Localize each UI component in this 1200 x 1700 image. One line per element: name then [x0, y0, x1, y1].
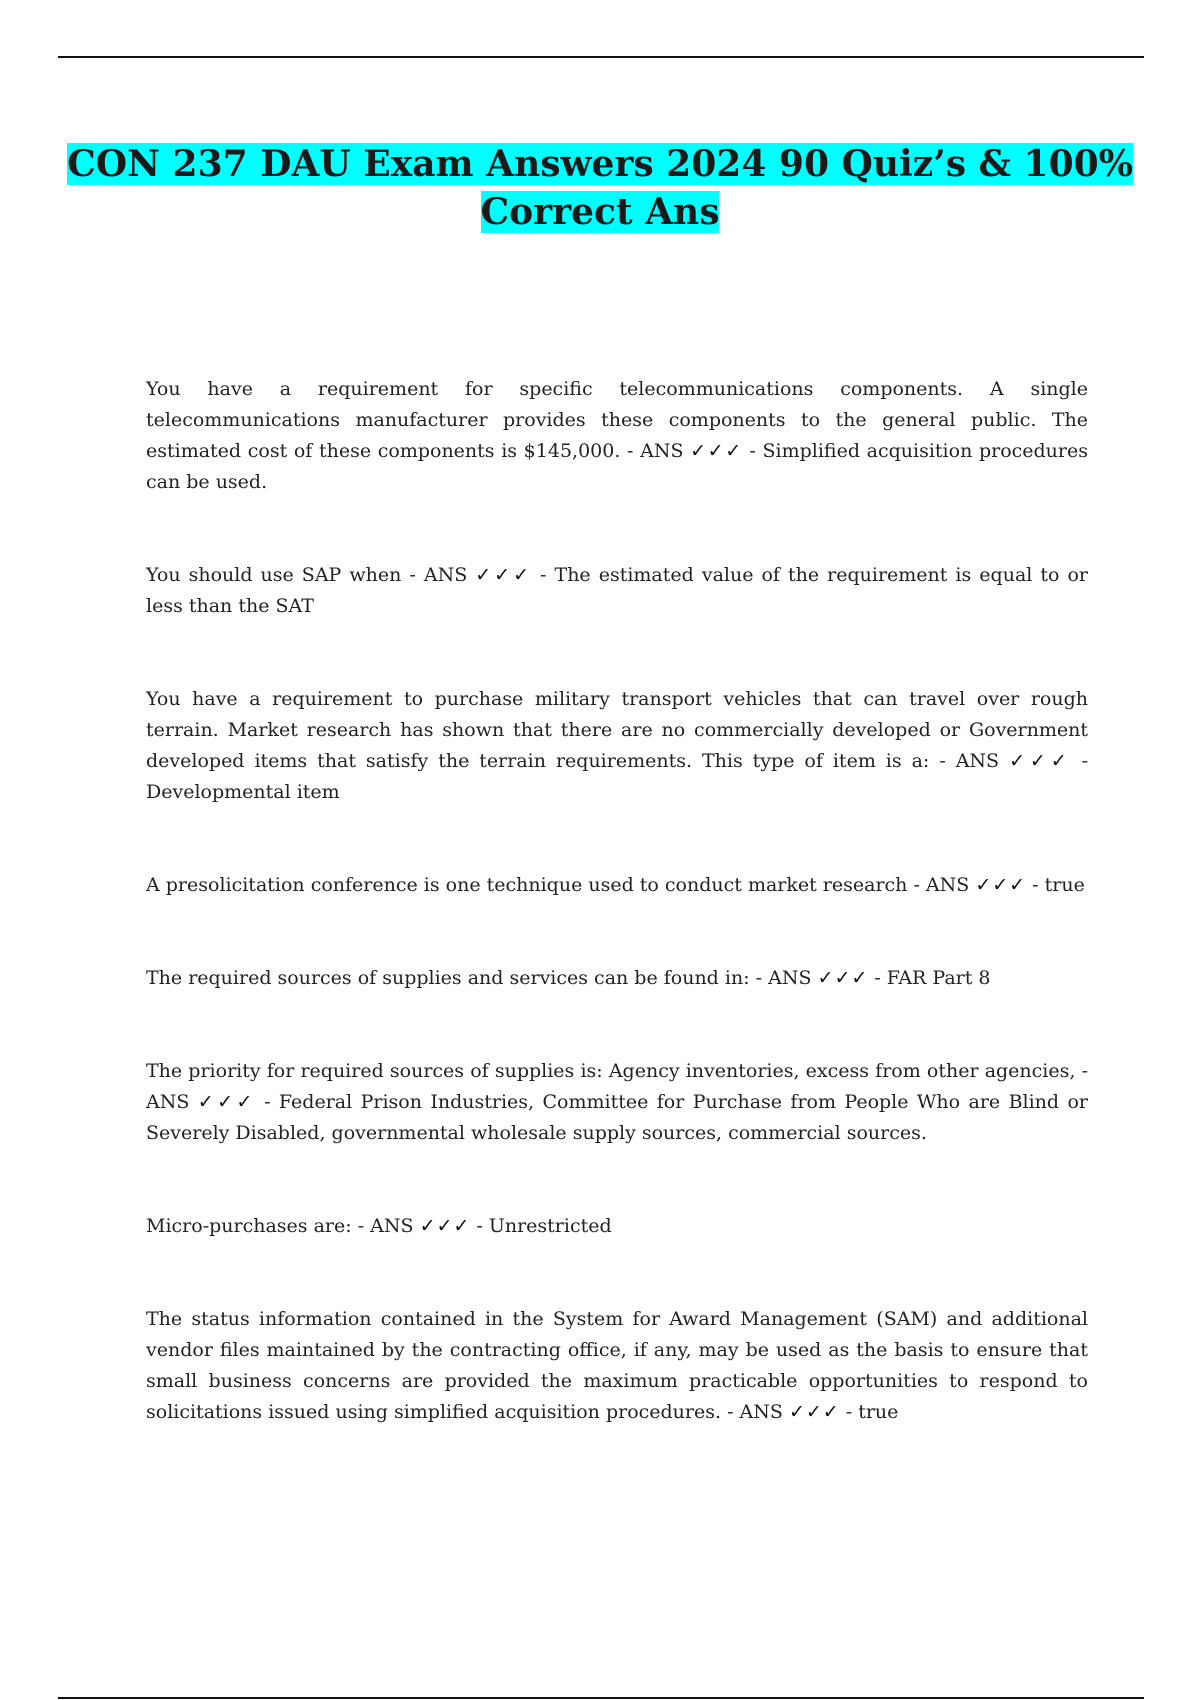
answer-separator: - ANS: [939, 750, 1000, 772]
document-title: CON 237 DAU Exam Answers 2024 90 Quiz’s & 100% Correct Ans: [67, 143, 1133, 233]
answer-text: Unrestricted: [488, 1215, 612, 1237]
check-marks-icon: ✓✓✓: [419, 1215, 471, 1237]
qa-item: Micro-purchases are: - ANS ✓✓✓ - Unrestricted: [146, 1215, 612, 1237]
answer-text: Simplified acquisition procedures can be used.: [146, 440, 1088, 493]
check-marks-icon: ✓✓✓: [975, 874, 1027, 896]
check-marks-icon: ✓✓✓: [475, 564, 533, 586]
qa-list: [146, 374, 1088, 1428]
qa-item: The status information contained in the System for Award Management (SAM) and additional vendor files maintained by the contracting office, if any, may be used as the basis to ensure that small business concerns are provided the maximum practicable opportunities to respond to solicitations issued using simplified acquisition procedures. - ANS ✓✓✓ - true: [146, 1308, 1088, 1423]
answer-separator: - ANS: [727, 1401, 783, 1423]
answer-text: Federal Prison Industries, Committee for Purchase from People Who are Blind or Severely Disabled, governmental wholesale supply sources, commercial sources.: [146, 1091, 1089, 1144]
question-text: The required sources of supplies and services can be found in:: [146, 967, 750, 989]
answer-separator: - ANS: [357, 1215, 414, 1237]
answer-separator: - ANS: [755, 967, 812, 989]
answer-text: Developmental item: [146, 781, 340, 803]
question-text: You have a requirement for specific telecommunications components. A single telecommunications manufacturer provides these components to the general public. The estimated cost of these components is $145,000.: [146, 378, 1088, 462]
answer-text: true: [858, 1401, 899, 1423]
check-marks-icon: ✓✓✓: [788, 1401, 840, 1423]
answer-separator: - ANS: [409, 564, 468, 586]
question-text: You have a requirement to purchase military transport vehicles that can travel over rough terrain. Market research has shown that there are no commercially developed or Government developed items that satisfy the terrain requirements. This type of item is a:: [146, 688, 1088, 772]
qa-item: You have a requirement to purchase military transport vehicles that can travel over rough terrain. Market research has shown that there are no commercially developed or Government developed items that satisfy the terrain requirements. This type of item is a: - ANS ✓✓✓ - Developmental item: [146, 688, 1089, 803]
check-marks-icon: ✓✓✓: [690, 440, 743, 462]
qa-item: A presolicitation conference is one technique used to conduct market research - ANS ✓✓✓ - true: [146, 874, 1085, 896]
top-rule: [58, 56, 1144, 58]
title-block: [0, 140, 1200, 236]
question-text: Micro-purchases are:: [146, 1215, 352, 1237]
qa-item: The priority for required sources of supplies is: Agency inventories, excess from other agencies, - ANS ✓✓✓ - Federal Prison Industries, Committee for Purchase from People Who are Blind or Severely Disabled, governmental wholesale supply sources, commercial sources.: [146, 1060, 1089, 1144]
check-marks-icon: ✓✓✓: [1009, 750, 1072, 772]
question-text: A presolicitation conference is one technique used to conduct market research: [146, 874, 908, 896]
qa-item: You have a requirement for specific telecommunications components. A single telecommunications manufacturer provides these components to the general public. The estimated cost of these components is $145,000. - ANS ✓✓✓ - Simplified acquisition procedures can be used.: [146, 378, 1088, 493]
check-marks-icon: ✓✓✓: [197, 1091, 256, 1113]
question-text: The priority for required sources of supplies is: Agency inventories, excess from other agencies,: [146, 1060, 1076, 1082]
qa-item: The required sources of supplies and services can be found in: - ANS ✓✓✓ - FAR Part 8: [146, 967, 991, 989]
answer-text: FAR Part 8: [886, 967, 991, 989]
answer-text: true: [1044, 874, 1085, 896]
question-text: You should use SAP when: [146, 564, 402, 586]
answer-separator: - ANS: [913, 874, 970, 896]
question-text: The status information contained in the System for Award Management (SAM) and additional vendor files maintained by the contracting office, if any, may be used as the basis to ensure that small business concerns are provided the maximum practicable opportunities to respond to solicitations issued using simplified acquisition procedures.: [146, 1308, 1088, 1423]
bottom-rule: [58, 1697, 1144, 1699]
answer-separator: - ANS: [627, 440, 684, 462]
answer-separator: - ANS: [146, 1060, 1088, 1113]
answer-text: The estimated value of the requirement is equal to or less than the SAT: [146, 564, 1089, 617]
check-marks-icon: ✓✓✓: [817, 967, 869, 989]
qa-item: You should use SAP when - ANS ✓✓✓ - The estimated value of the requirement is equal to or less than the SAT: [146, 564, 1089, 617]
